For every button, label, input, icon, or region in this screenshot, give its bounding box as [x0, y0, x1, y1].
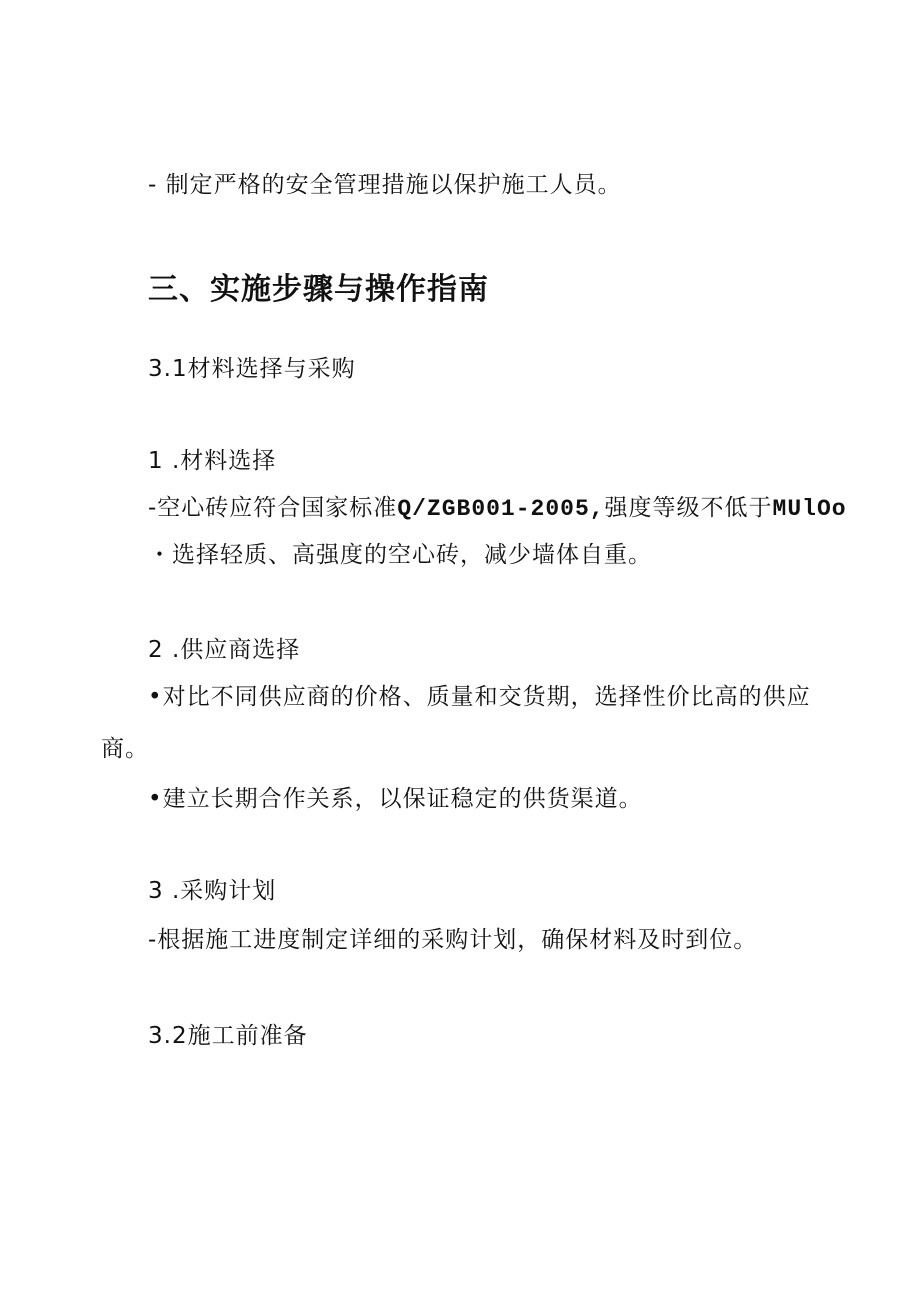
standard-code: Q/ZGB001-2005, — [397, 496, 605, 522]
item-1-paragraph-1-text-b: 强度等级不低于 — [604, 495, 773, 521]
section-3-heading: 三、实施步骤与操作指南 — [148, 272, 489, 307]
subsection-3-2-title: 3.2施工前准备 — [148, 1023, 308, 1049]
item-2-paragraph-1-line-2: 商。 — [101, 736, 149, 762]
item-2-paragraph-2: •建立长期合作关系，以保证稳定的供货渠道。 — [148, 786, 643, 812]
strength-grade: MUlOo — [772, 496, 847, 522]
bullet-safety-measure: - 制定严格的安全管理措施以保护施工人员。 — [148, 172, 622, 198]
subsection-3-1-title: 3.1材料选择与采购 — [148, 356, 356, 382]
item-2-paragraph-1-line-1: •对比不同供应商的价格、质量和交货期，选择性价比高的供应 — [148, 684, 811, 710]
item-3-paragraph-1: -根据施工进度制定详细的采购计划，确保材料及时到位。 — [148, 927, 758, 953]
item-1-paragraph-1-text-a: -空心砖应符合国家标准 — [148, 495, 398, 521]
item-1-paragraph-1 — [148, 493, 847, 524]
item-1-paragraph-2: ・选择轻质、高强度的空心砖，减少墙体自重。 — [148, 542, 652, 568]
item-1-title: 1 .材料选择 — [148, 448, 277, 474]
item-2-title: 2 .供应商选择 — [148, 637, 301, 663]
item-3-title: 3 .采购计划 — [148, 878, 277, 904]
